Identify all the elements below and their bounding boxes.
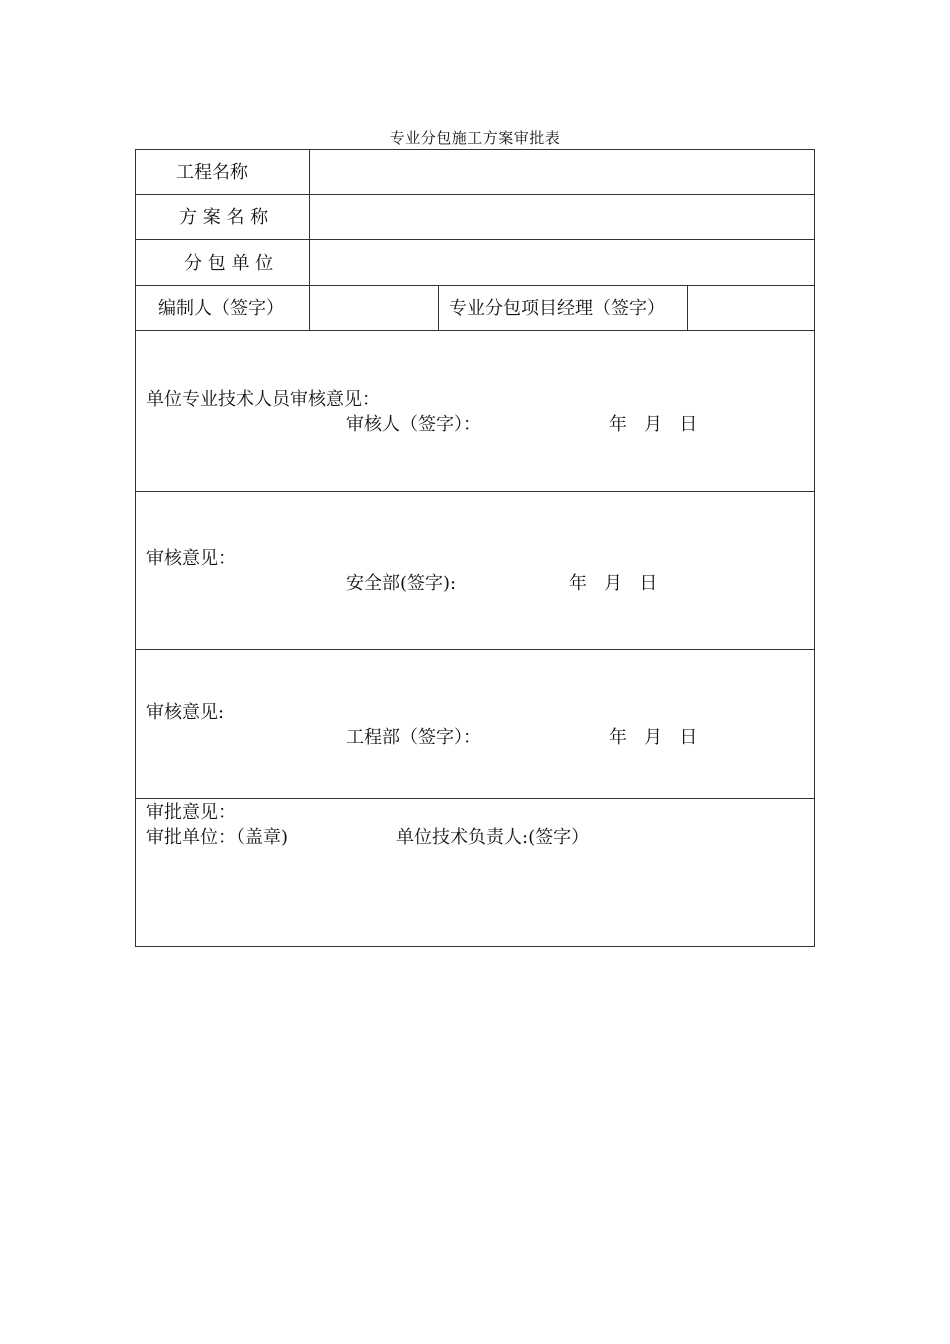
author-signature-label: 编制人（签字）: [158, 298, 284, 319]
tech-review-heading: 单位专业技术人员审核意见：: [146, 389, 380, 410]
plan-name-field[interactable]: [311, 196, 814, 238]
row-divider: [136, 330, 814, 331]
safety-review-date: 年 月 日: [569, 573, 658, 594]
approval-heading: 审批意见：: [146, 802, 236, 823]
subcontractor-label: 分 包 单 位: [184, 253, 274, 274]
tech-review-area[interactable]: [136, 332, 814, 490]
form-title: 专业分包施工方案审批表: [389, 129, 561, 147]
engineering-review-heading: 审核意见:: [146, 702, 225, 723]
engineering-review-date: 年 月 日: [609, 727, 698, 748]
row-divider: [136, 285, 814, 286]
project-name-field[interactable]: [311, 151, 814, 193]
column-divider: [687, 285, 688, 330]
tech-lead-signature-label: 单位技术负责人:(签字）: [396, 827, 590, 848]
subcontractor-field[interactable]: [311, 241, 814, 284]
row-divider: [136, 491, 814, 492]
safety-review-area[interactable]: [136, 493, 814, 648]
safety-review-heading: 审核意见：: [146, 548, 236, 569]
project-name-label: 工程名称: [176, 162, 248, 183]
row-divider: [136, 239, 814, 240]
plan-name-label: 方 案 名 称: [179, 207, 269, 228]
row-divider: [136, 194, 814, 195]
row-divider: [136, 798, 814, 799]
column-divider: [438, 285, 439, 330]
engineering-dept-signature-label: 工程部（签字）：: [346, 727, 481, 748]
subcontract-pm-signature-label: 专业分包项目经理（签字）: [449, 298, 665, 319]
approval-area[interactable]: [136, 800, 814, 946]
approval-unit-seal-label: 审批单位：（盖章): [146, 827, 289, 848]
tech-review-date: 年 月 日: [609, 414, 698, 435]
safety-dept-signature-label: 安全部(签字):: [346, 573, 457, 594]
approval-form-table: [135, 149, 815, 947]
row-divider: [136, 649, 814, 650]
reviewer-signature-label: 审核人（签字）：: [346, 414, 481, 435]
column-divider: [309, 150, 310, 330]
pm-signature-field[interactable]: [689, 287, 814, 329]
author-signature-field[interactable]: [311, 287, 437, 329]
engineering-review-area[interactable]: [136, 651, 814, 797]
